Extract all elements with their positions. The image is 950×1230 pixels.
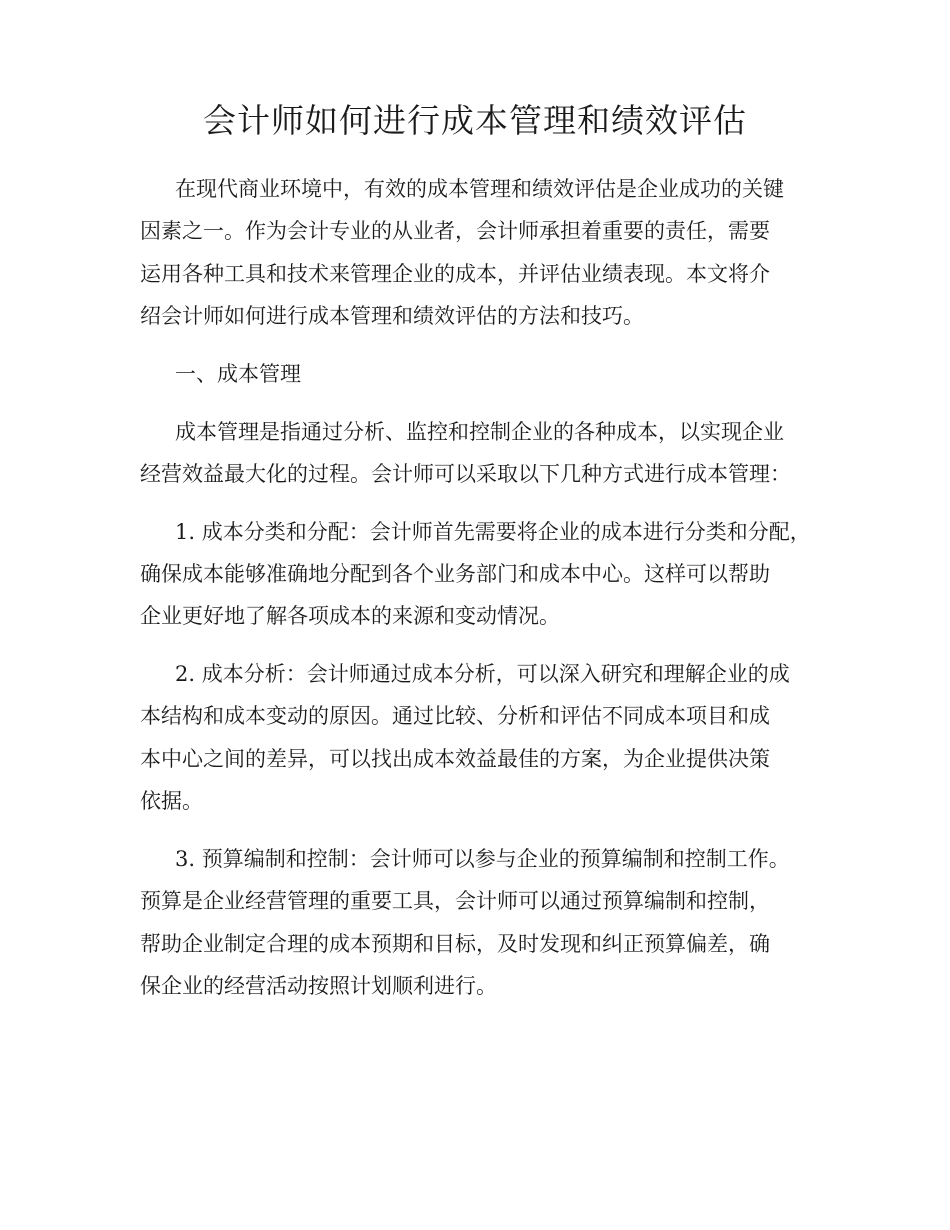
- intro-line-4: 绍会计师如何进行成本管理和绩效评估的方法和技巧。: [140, 304, 644, 328]
- item1-line-2: 确保成本能够准确地分配到各个业务部门和成本中心。这样可以帮助: [140, 562, 770, 586]
- document-title: 会计师如何进行成本管理和绩效评估: [203, 101, 747, 140]
- item3-line-2: 预算是企业经营管理的重要工具，会计师可以通过预算编制和控制，: [140, 889, 770, 913]
- item2-line-4: 依据。: [140, 789, 203, 813]
- intro-line-1: 在现代商业环境中，有效的成本管理和绩效评估是企业成功的关键: [175, 177, 784, 201]
- section-intro-line-1: 成本管理是指通过分析、监控和控制企业的各种成本，以实现企业: [175, 420, 784, 444]
- item1-line-1: 1. 成本分类和分配：会计师首先需要将企业的成本进行分类和分配，: [175, 520, 811, 544]
- section-intro-line-2: 经营效益最大化的过程。会计师可以采取以下几种方式进行成本管理：: [140, 462, 791, 486]
- item2-line-3: 本中心之间的差异，可以找出成本效益最佳的方案，为企业提供决策: [140, 747, 770, 771]
- item3-line-1: 3. 预算编制和控制：会计师可以参与企业的预算编制和控制工作。: [175, 847, 790, 871]
- item3-line-4: 保企业的经营活动按照计划顺利进行。: [140, 974, 497, 998]
- item1-line-3: 企业更好地了解各项成本的来源和变动情况。: [140, 604, 560, 628]
- item2-line-2: 本结构和成本变动的原因。通过比较、分析和评估不同成本项目和成: [140, 704, 770, 728]
- intro-line-3: 运用各种工具和技术来管理企业的成本，并评估业绩表现。本文将介: [140, 262, 770, 286]
- item3-line-3: 帮助企业制定合理的成本预期和目标，及时发现和纠正预算偏差，确: [140, 932, 770, 956]
- section-heading-cost-management: 一、成本管理: [175, 362, 301, 386]
- item2-line-1: 2. 成本分析：会计师通过成本分析，可以深入研究和理解企业的成: [175, 662, 790, 686]
- intro-line-2: 因素之一。作为会计专业的从业者，会计师承担着重要的责任，需要: [140, 219, 770, 243]
